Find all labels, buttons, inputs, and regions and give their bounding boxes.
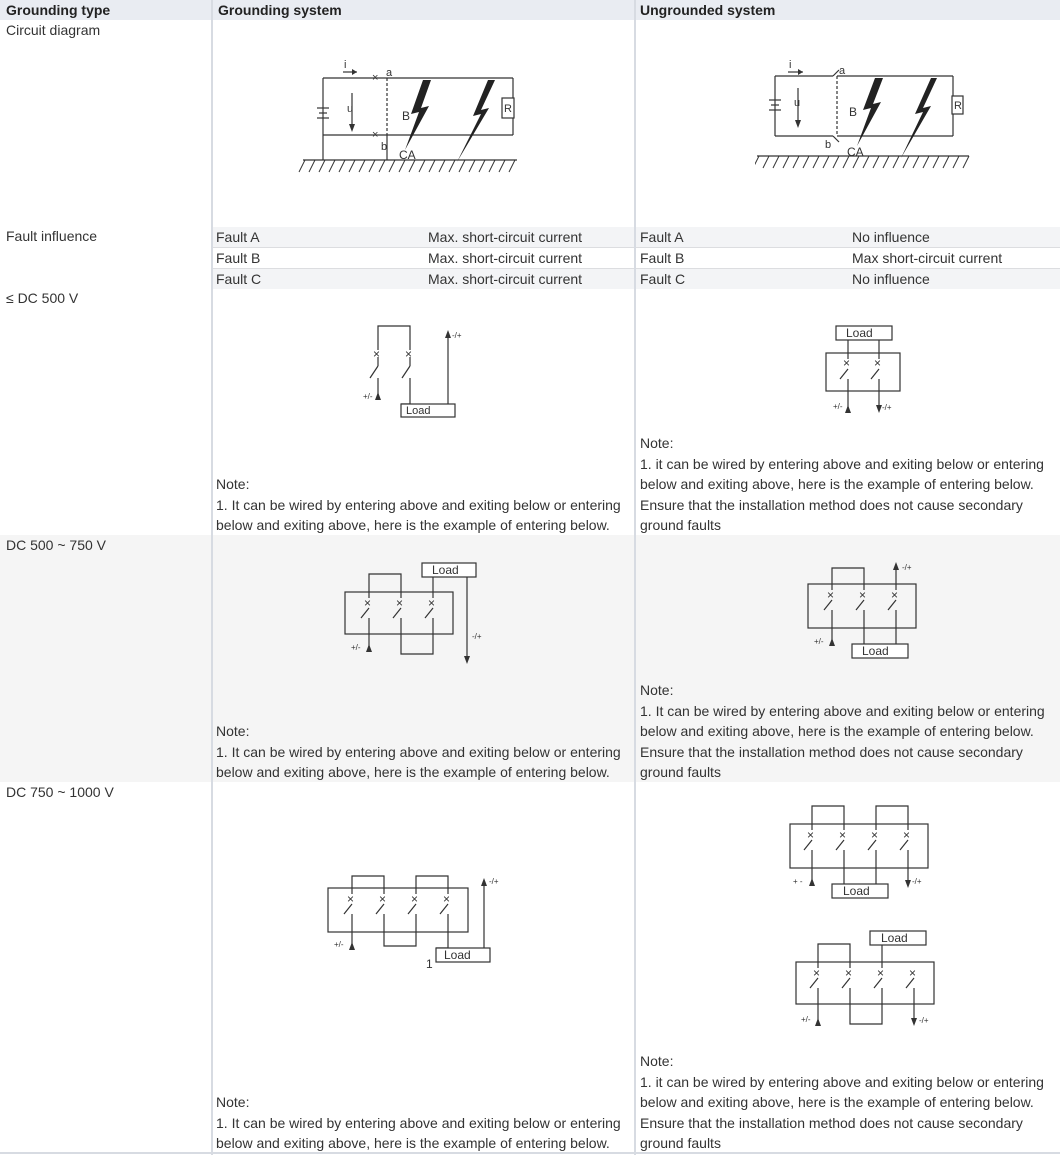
svg-text:×: × xyxy=(807,828,815,842)
terminal-minus-plus: -/+ xyxy=(919,1016,929,1025)
header-grounding-system: Grounding system xyxy=(218,2,342,18)
fault-b-label-ungrounded: Fault B xyxy=(640,250,685,266)
fault-row-a xyxy=(212,227,1060,248)
svg-text:×: × xyxy=(859,588,867,602)
note-line: 1. It can be wired by entering above and exiting below or entering xyxy=(640,702,1045,719)
fault-ca-marker: CA xyxy=(399,148,416,162)
current-label: i xyxy=(789,59,792,71)
svg-text:×: × xyxy=(405,347,413,361)
fault-a-ungrounded-value: No influence xyxy=(852,229,930,245)
note-line: below and exiting above, here is the example of entering below. xyxy=(640,476,1034,493)
point-b-label: b xyxy=(825,139,832,151)
fault-c-ungrounded-value: No influence xyxy=(852,271,930,287)
note-line: below and exiting above, here is the example of entering below. xyxy=(640,723,1034,740)
column-divider-2 xyxy=(634,0,636,1155)
note-title: Note: xyxy=(640,682,674,698)
svg-text:×: × xyxy=(839,828,847,842)
fault-a-grounding-value: Max. short-circuit current xyxy=(428,229,583,245)
dc750-1000-ungrounded-note xyxy=(640,1051,1056,1154)
note-title: Note: xyxy=(216,723,250,739)
svg-text:×: × xyxy=(874,356,882,370)
fault-b-grounding-value: Max. short-circuit current xyxy=(428,250,583,266)
note-line: ground faults xyxy=(640,517,721,534)
header-ungrounded-system: Ungrounded system xyxy=(640,2,776,18)
terminal-plus-minus: +/- xyxy=(351,643,361,652)
svg-text:×: × xyxy=(411,892,419,906)
point-b-label: b xyxy=(381,141,388,153)
svg-text:×: × xyxy=(871,828,879,842)
svg-text:×: × xyxy=(843,356,851,370)
dc750-1000-grounding-note xyxy=(216,1092,632,1154)
dc500-ungrounded-wiring-diagram xyxy=(822,325,908,421)
note-line: below and exiting above, here is the example of entering below. xyxy=(640,1094,1034,1111)
note-title: Note: xyxy=(216,1094,250,1110)
note-line: 1. it can be wired by entering above and exiting below or entering xyxy=(640,1073,1044,1090)
dc500-ungrounded-note xyxy=(640,433,1056,536)
fault-ca-marker: CA xyxy=(847,145,864,159)
terminal-plus-minus: +/- xyxy=(334,940,344,949)
grounding-circuit-diagram xyxy=(295,58,525,178)
row-label-dc750-1000: DC 750 ~ 1000 V xyxy=(6,784,114,800)
terminal-number-1: 1 xyxy=(426,957,433,971)
svg-text:×: × xyxy=(845,966,853,980)
point-a-label: a xyxy=(839,65,846,77)
ungrounded-circuit-diagram xyxy=(755,58,985,178)
load-label: Load xyxy=(846,326,873,340)
point-a-label: a xyxy=(386,67,393,79)
svg-text:×: × xyxy=(443,892,451,906)
dc750-1000-ungrounded-wiring-diagram-bottom xyxy=(794,928,944,1032)
svg-text:×: × xyxy=(364,596,372,610)
fault-a-label-ungrounded: Fault A xyxy=(640,229,684,245)
svg-text:×: × xyxy=(428,596,436,610)
terminal-minus-plus: -/+ xyxy=(472,632,482,641)
svg-text:×: × xyxy=(827,588,835,602)
terminal-plus-minus: + - xyxy=(793,877,803,886)
terminal-plus-minus: +/- xyxy=(801,1015,811,1024)
column-divider-1 xyxy=(211,0,213,1155)
note-line: ground faults xyxy=(640,764,721,781)
row-label-dc500: ≤ DC 500 V xyxy=(6,290,79,306)
dc500-750-ungrounded-wiring-diagram xyxy=(806,560,926,664)
fault-b-marker: B xyxy=(849,105,858,119)
fault-c-label-ungrounded: Fault C xyxy=(640,271,686,287)
fault-row-c xyxy=(212,269,1060,289)
terminal-minus-plus: -/+ xyxy=(452,331,462,340)
fault-c-label: Fault C xyxy=(216,271,262,287)
note-line: Ensure that the installation method does not cause secondary xyxy=(640,743,1023,760)
dc500-750-ungrounded-note xyxy=(640,680,1056,783)
table-header xyxy=(0,0,1060,20)
note-line: below and exiting above, here is the example of entering below. xyxy=(216,1135,610,1152)
note-line: 1. It can be wired by entering above and exiting below or entering xyxy=(216,496,621,513)
note-line: 1. It can be wired by entering above and exiting below or entering xyxy=(216,1114,621,1131)
dc750-1000-ungrounded-wiring-diagram-top xyxy=(788,802,948,902)
note-line: ground faults xyxy=(640,1135,721,1152)
dc500-750-grounding-wiring-diagram xyxy=(343,562,493,666)
load-label: Load xyxy=(881,931,908,945)
svg-text:×: × xyxy=(379,892,387,906)
dc750-1000-grounding-wiring-diagram xyxy=(326,874,506,974)
note-title: Note: xyxy=(640,1053,674,1069)
fault-row-b xyxy=(212,248,1060,269)
note-line: Ensure that the installation method does not cause secondary xyxy=(640,496,1023,513)
note-line: 1. it can be wired by entering above and exiting below or entering xyxy=(640,455,1044,472)
svg-text:×: × xyxy=(891,588,899,602)
svg-text:×: × xyxy=(372,72,379,84)
fault-b-label: Fault B xyxy=(216,250,261,266)
terminal-plus-minus: +/- xyxy=(833,402,843,411)
terminal-minus-plus: -/+ xyxy=(912,877,922,886)
voltage-label: u xyxy=(347,103,354,115)
note-line: Ensure that the installation method does not cause secondary xyxy=(640,1114,1023,1131)
voltage-label: u xyxy=(794,97,801,109)
note-line: 1. It can be wired by entering above and exiting below or entering xyxy=(216,743,621,760)
resistor-label: R xyxy=(954,100,962,112)
note-line: below and exiting above, here is the example of entering below. xyxy=(216,764,610,781)
svg-text:×: × xyxy=(373,347,381,361)
row-label-fault-influence: Fault influence xyxy=(6,228,98,244)
svg-text:×: × xyxy=(813,966,821,980)
note-line: below and exiting above, here is the example of entering below. xyxy=(216,517,610,534)
row-label-circuit-diagram: Circuit diagram xyxy=(6,22,101,38)
current-label: i xyxy=(344,59,347,71)
terminal-plus-minus: +/- xyxy=(814,637,824,646)
load-label: Load xyxy=(444,948,471,962)
svg-text:×: × xyxy=(877,966,885,980)
terminal-minus-plus: -/+ xyxy=(902,563,912,572)
terminal-minus-plus: -/+ xyxy=(882,403,892,412)
dc500-750-grounding-note xyxy=(216,721,632,783)
fault-c-grounding-value: Max. short-circuit current xyxy=(428,271,583,287)
terminal-minus-plus: -/+ xyxy=(489,877,499,886)
load-label: Load xyxy=(432,563,459,577)
svg-text:×: × xyxy=(347,892,355,906)
load-label: Load xyxy=(862,644,889,658)
note-title: Note: xyxy=(216,476,250,492)
fault-b-marker: B xyxy=(402,109,411,123)
fault-a-label: Fault A xyxy=(216,229,260,245)
row-label-dc500-750: DC 500 ~ 750 V xyxy=(6,537,107,553)
svg-text:×: × xyxy=(903,828,911,842)
resistor-label: R xyxy=(504,103,512,115)
dc500-grounding-note xyxy=(216,474,632,536)
svg-text:×: × xyxy=(909,966,917,980)
svg-text:×: × xyxy=(396,596,404,610)
terminal-plus-minus: +/- xyxy=(363,392,373,401)
note-title: Note: xyxy=(640,435,674,451)
fault-b-ungrounded-value: Max short-circuit current xyxy=(852,250,1003,266)
load-label: Load xyxy=(843,884,870,898)
dc500-grounding-wiring-diagram xyxy=(360,322,470,418)
header-grounding-type: Grounding type xyxy=(6,2,111,18)
load-label: Load xyxy=(406,405,431,417)
svg-text:×: × xyxy=(372,129,379,141)
